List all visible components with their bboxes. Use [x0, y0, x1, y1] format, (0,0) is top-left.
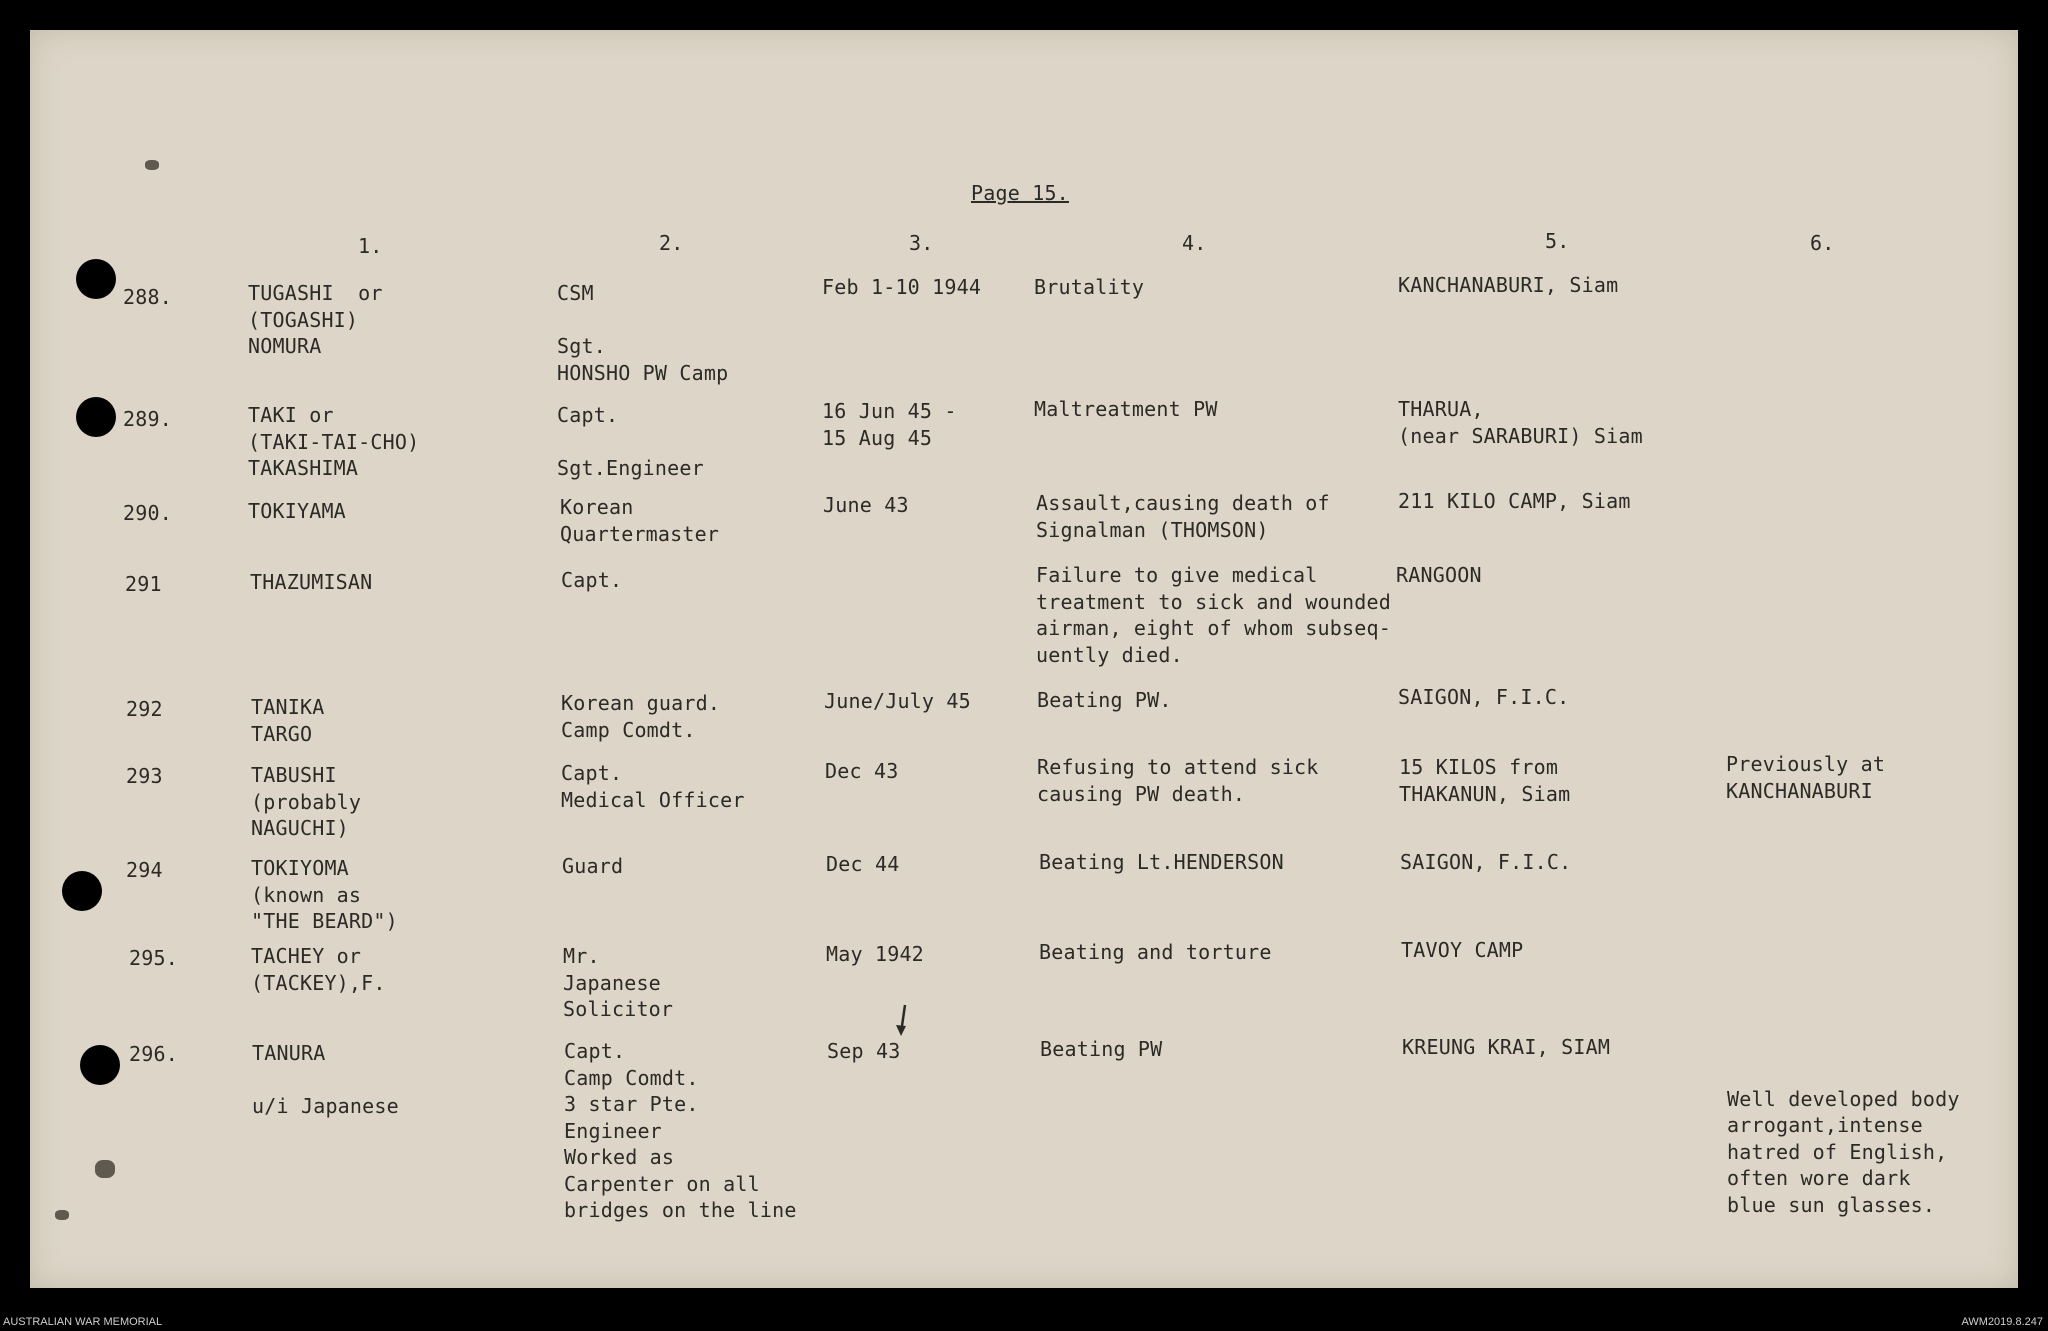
entry-number: 294 — [126, 858, 163, 882]
entry-offence: Beating and torture — [1039, 940, 1272, 964]
column-heading: 1. — [358, 234, 383, 258]
entry-rank: Capt. Sgt.Engineer — [557, 403, 704, 480]
entry-offence: Refusing to attend sick causing PW death. — [1037, 755, 1319, 806]
entry-place: 15 KILOS from THAKANUN, Siam — [1399, 755, 1571, 806]
entry-rank: Mr. Japanese Solicitor — [563, 944, 674, 1021]
entry-rank: CSM Sgt. HONSHO PW Camp — [557, 281, 729, 385]
footer-archive-name: AUSTRALIAN WAR MEMORIAL — [3, 1316, 163, 1328]
entry-offence: Brutality — [1034, 275, 1145, 299]
entry-place: RANGOON — [1396, 563, 1482, 587]
entry-name: THAZUMISAN — [250, 570, 373, 594]
entry-place: TAVOY CAMP — [1401, 938, 1524, 962]
binder-hole — [62, 871, 102, 911]
pencil-arrow-mark — [893, 1003, 913, 1039]
entry-date: June 43 — [823, 493, 909, 517]
entry-name: TANURA u/i Japanese — [252, 1041, 399, 1118]
entry-number: 296. — [129, 1042, 178, 1066]
entry-offence: Failure to give medical treatment to sick and wounded airman, eight of whom subseq- uently died. — [1036, 563, 1391, 667]
entry-number: 288. — [123, 285, 172, 309]
entry-name: TACHEY or (TACKEY),F. — [251, 944, 386, 995]
entry-rank: Korean Quartermaster — [560, 495, 720, 546]
entry-date: Dec 44 — [826, 852, 900, 876]
binder-hole — [76, 397, 116, 437]
entry-date: June/July 45 — [824, 689, 971, 713]
paper-tear — [95, 1160, 115, 1178]
entry-offence: Assault,causing death of Signalman (THOMSON) — [1036, 491, 1330, 542]
entry-offence: Beating PW — [1040, 1037, 1163, 1061]
column-heading: 2. — [659, 231, 684, 255]
entry-place: KREUNG KRAI, SIAM — [1402, 1035, 1611, 1059]
entry-offence: Beating PW. — [1037, 688, 1172, 712]
entry-place: 211 KILO CAMP, Siam — [1398, 489, 1631, 513]
entry-name: TAKI or (TAKI-TAI-CHO) TAKASHIMA — [248, 403, 420, 480]
entry-rank: Guard — [562, 854, 624, 878]
entry-rank: Capt. Camp Comdt. 3 star Pte. Engineer Worked as Carpenter on all bridges on the line — [564, 1039, 797, 1222]
column-heading: 6. — [1810, 231, 1835, 255]
entry-name: TOKIYOMA (known as "THE BEARD") — [251, 856, 398, 933]
entry-date: Dec 43 — [825, 759, 899, 783]
entry-name: TOKIYAMA — [248, 499, 346, 523]
entry-rank: Capt. — [561, 568, 623, 592]
page-title: Page 15. — [971, 181, 1069, 205]
entry-place: SAIGON, F.I.C. — [1400, 850, 1572, 874]
entry-date: Feb 1-10 1944 — [822, 275, 982, 299]
entry-place: THARUA, (near SARABURI) Siam — [1398, 397, 1643, 448]
entry-number: 289. — [123, 407, 172, 431]
entry-name: TANIKA TARGO — [251, 695, 325, 746]
entry-place: SAIGON, F.I.C. — [1398, 685, 1570, 709]
entry-number: 295. — [129, 946, 178, 970]
entry-offence: Maltreatment PW — [1034, 397, 1218, 421]
entry-number: 291 — [125, 572, 162, 596]
entry-place: KANCHANABURI, Siam — [1398, 273, 1619, 297]
entry-number: 290. — [123, 501, 172, 525]
entry-name: TABUSHI (probably NAGUCHI) — [251, 763, 362, 840]
entry-date: 16 Jun 45 - 15 Aug 45 — [822, 399, 957, 450]
entry-remarks: Previously at KANCHANABURI — [1726, 752, 1886, 803]
entry-offence: Beating Lt.HENDERSON — [1039, 850, 1284, 874]
binder-hole — [80, 1045, 120, 1085]
entry-name: TUGASHI or (TOGASHI) NOMURA — [248, 281, 383, 358]
footer-accession-number: AWM2019.8.247 — [1961, 1316, 2043, 1328]
entry-rank: Korean guard. Camp Comdt. — [561, 691, 721, 742]
binder-hole — [76, 259, 116, 299]
entry-remarks: Well developed body arrogant,intense hatred of English, often wore dark blue sun glasses. — [1727, 1086, 1960, 1217]
entry-number: 293 — [126, 764, 163, 788]
column-heading: 4. — [1182, 231, 1207, 255]
paper-tear — [55, 1210, 69, 1220]
paper-tear — [145, 160, 159, 170]
entry-number: 292 — [126, 697, 163, 721]
entry-date: May 1942 — [826, 942, 924, 966]
column-heading: 3. — [909, 231, 934, 255]
column-heading: 5. — [1545, 229, 1570, 253]
entry-date: Sep 43 — [827, 1039, 901, 1063]
entry-rank: Capt. Medical Officer — [561, 761, 745, 812]
